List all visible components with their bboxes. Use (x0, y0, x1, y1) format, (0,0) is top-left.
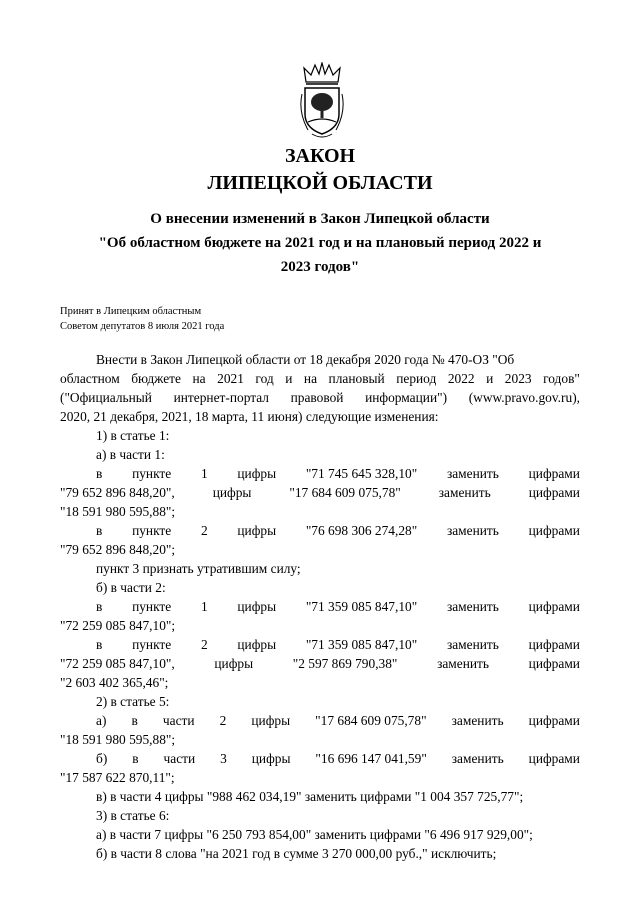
word: 1 (200, 466, 208, 481)
amendment-line (60, 749, 580, 768)
word: "16 696 147 041,59" (315, 751, 427, 766)
region-title: ЛИПЕЦКОЙ ОБЛАСТИ (207, 172, 433, 194)
word: пункте (132, 466, 172, 481)
word: б) (96, 751, 108, 766)
word: в (96, 523, 103, 538)
word: 2021 (217, 371, 244, 386)
amendment-line: "2 603 402 365,46"; (60, 675, 169, 690)
word: "71 359 085 847,10" (305, 599, 418, 614)
word: заменить (446, 599, 499, 614)
word: "71 359 085 847,10" (305, 637, 418, 652)
word: в (96, 599, 103, 614)
article-5-heading: 2) в статье 5: (96, 694, 170, 709)
article-6-heading: 3) в статье 6: (96, 808, 170, 823)
part-heading: а) в части 1: (96, 447, 165, 462)
word: цифрами (528, 713, 580, 728)
word: цифры (237, 523, 277, 538)
law-title: ЗАКОН (284, 145, 356, 167)
amendment-line: в) в части 4 цифры "988 462 034,19" заменить цифрами "1 004 357 725,77"; (96, 789, 524, 804)
law-body (60, 350, 580, 863)
word: цифрами (528, 466, 580, 481)
word: в (131, 713, 138, 728)
amendment-line (60, 597, 580, 616)
word: годов" (543, 371, 580, 386)
word: на (192, 371, 206, 386)
article-1-heading: 1) в статье 1: (96, 428, 170, 443)
word: цифрами (528, 637, 580, 652)
word: цифры (237, 466, 277, 481)
word: цифрами (528, 599, 580, 614)
word: ("Официальный (60, 390, 152, 405)
amendment-line (60, 654, 580, 673)
word: 2023 (504, 371, 532, 386)
word: цифры (251, 751, 291, 766)
word: заменить (446, 523, 499, 538)
word: цифры (237, 599, 277, 614)
word: цифрами (528, 751, 580, 766)
word: цифры (214, 656, 254, 671)
amendment-line (60, 711, 580, 730)
coat-of-arms-emblem (298, 62, 346, 140)
amendment-line: "17 587 622 870,11"; (60, 770, 175, 785)
adoption-note (60, 304, 224, 334)
word: плановый (328, 371, 385, 386)
word: цифрами (528, 485, 580, 500)
word: пункте (132, 599, 172, 614)
amendment-line (60, 635, 580, 654)
word: 1 (200, 599, 208, 614)
subtitle-line-2: "Об областном бюджете на 2021 год и на плановый период 2022 и (98, 235, 542, 251)
amendment-line: пункт 3 признать утратившим силу; (96, 561, 301, 576)
word: год (255, 371, 274, 386)
word: "2 597 869 790,38" (292, 656, 398, 671)
amendment-line (60, 464, 580, 483)
word: заменить (446, 637, 499, 652)
word: 3 (220, 751, 227, 766)
word: заменить (446, 466, 499, 481)
word: заменить (451, 751, 504, 766)
word: цифры (212, 485, 252, 500)
amendment-line: "79 652 896 848,20"; (60, 542, 176, 557)
word: заменить (438, 485, 491, 500)
word: период (396, 371, 437, 386)
amendment-line: "72 259 085 847,10"; (60, 618, 176, 633)
word: "71 745 645 328,10" (305, 466, 418, 481)
amendment-line (60, 521, 580, 540)
word: 2022 (447, 371, 475, 386)
amendment-line: "18 591 980 595,88"; (60, 732, 176, 747)
word: правовой (290, 390, 344, 405)
word: (www.pravo.gov.ru), (468, 390, 580, 405)
word: 2 (200, 637, 208, 652)
word: заменить (437, 656, 490, 671)
amendment-line: "18 591 980 595,88"; (60, 504, 176, 519)
word: цифрами (528, 523, 580, 538)
word: пункте (132, 523, 172, 538)
word: и (285, 371, 293, 386)
word: в (132, 751, 139, 766)
word: цифры (251, 713, 291, 728)
adoption-line-2: Советом депутатов 8 июля 2021 года (60, 321, 225, 332)
amendment-line: б) в части 8 слова "на 2021 год в сумме 3 270 000,00 руб.," исключить; (96, 846, 497, 861)
adoption-line-1: Принят в Липецким областным (60, 306, 202, 317)
intro-line: Внести в Закон Липецкой области от 18 декабря 2020 года № 470-ОЗ "Об (96, 352, 515, 367)
word: бюджете (131, 371, 181, 386)
word: заменить (451, 713, 504, 728)
amendment-line (60, 483, 580, 502)
word: 2 (219, 713, 227, 728)
subtitle-line-1: О внесении изменений в Закон Липецкой области (150, 211, 490, 227)
word: на (303, 371, 318, 386)
word: в (96, 637, 103, 652)
word: и (486, 371, 494, 386)
word: "17 684 609 075,78" (289, 485, 401, 500)
word: части (162, 713, 195, 728)
word: "76 698 306 274,28" (305, 523, 418, 538)
word: областном (60, 371, 120, 386)
subtitle-line-3: 2023 годов" (280, 259, 360, 275)
word: "72 259 085 847,10", (60, 656, 175, 671)
word: "79 652 896 848,20", (60, 485, 175, 500)
word: интернет-портал (173, 390, 269, 405)
word: информации") (365, 390, 448, 405)
intro-line: 2020, 21 декабря, 2021, 18 марта, 11 июня) следующие изменения: (60, 409, 439, 424)
word: 2 (200, 523, 208, 538)
word: цифры (237, 637, 277, 652)
word: пункте (132, 637, 172, 652)
intro-line (60, 369, 580, 388)
intro-line (60, 388, 580, 407)
word: части (163, 751, 196, 766)
word: а) (96, 713, 107, 728)
word: цифрами (528, 656, 580, 671)
part-heading: б) в части 2: (96, 580, 166, 595)
word: "17 684 609 075,78" (315, 713, 427, 728)
word: в (96, 466, 103, 481)
amendment-line: а) в части 7 цифры "6 250 793 854,00" заменить цифрами "6 496 917 929,00"; (96, 827, 533, 842)
